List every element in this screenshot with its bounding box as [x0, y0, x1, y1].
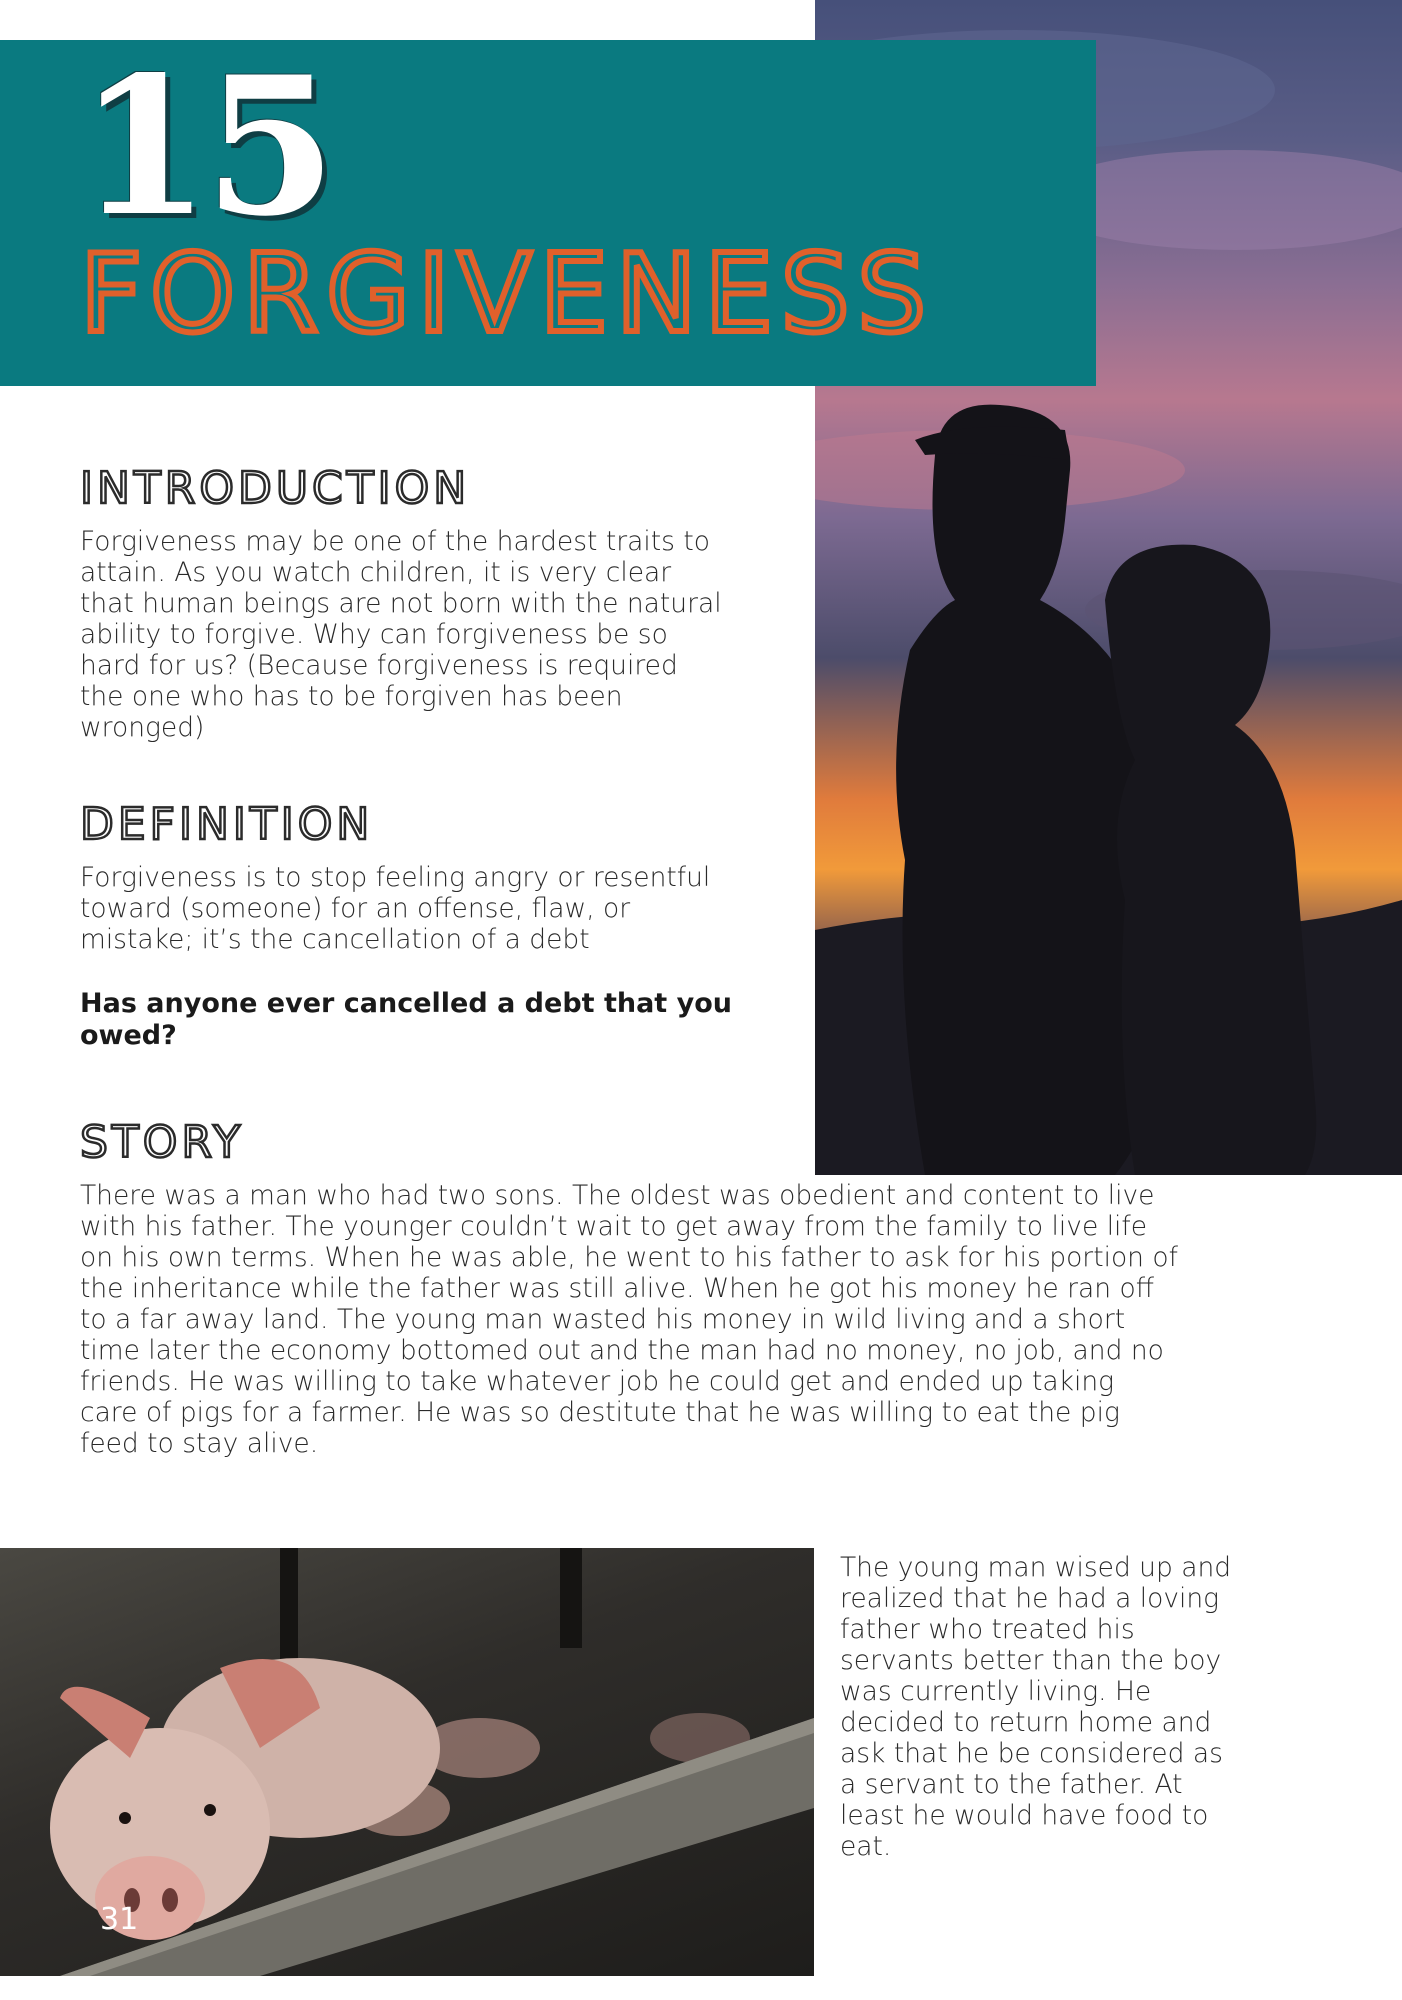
- chapter-title: FORGIVENESS: [80, 232, 934, 357]
- introduction-line: attain. As you watch children, it is very clear: [80, 557, 672, 588]
- story-continued-line: ask that he be considered as: [840, 1738, 1223, 1769]
- introduction-line: wronged): [80, 712, 205, 743]
- story-continued-line: least he would have food to: [840, 1800, 1209, 1831]
- story-line: time later the economy bottomed out and the man had no money, no job, and no: [80, 1335, 1164, 1366]
- definition-heading: DEFINITION: [80, 799, 374, 850]
- story-line: friends. He was willing to take whatever job he could get and ended up taking: [80, 1366, 1115, 1397]
- story-line: to a far away land. The young man wasted his money in wild living and a short: [80, 1304, 1126, 1335]
- story-continued-line: realized that he had a loving: [840, 1583, 1220, 1614]
- definition-line: toward (someone) for an offense, flaw, or: [80, 893, 631, 924]
- question-line: owed?: [80, 1020, 177, 1051]
- story-continued-line: The young man wised up and: [840, 1552, 1232, 1583]
- definition-text: [80, 862, 710, 955]
- introduction-line: that human beings are not born with the natural: [80, 588, 722, 619]
- definition-line: Forgiveness is to stop feeling angry or resentful: [80, 862, 711, 893]
- story-line: on his own terms. When he was able, he went to his father to ask for his portion of: [80, 1242, 1178, 1273]
- story-continued-line: father who treated his: [840, 1614, 1135, 1645]
- story-heading: STORY: [80, 1117, 245, 1168]
- introduction-line: the one who has to be forgiven has been: [80, 681, 623, 712]
- story-line: with his father. The younger couldn’t wait to get away from the family to live life: [80, 1211, 1148, 1242]
- introduction-heading: INTRODUCTION: [80, 463, 471, 514]
- story-continued-line: servants better than the boy: [840, 1645, 1222, 1676]
- story-text: [80, 1180, 1178, 1459]
- introduction-line: Forgiveness may be one of the hardest traits to: [80, 526, 710, 557]
- story-continued-line: was currently living. He: [840, 1676, 1152, 1707]
- introduction-text: [80, 526, 722, 743]
- story-continued-line: a servant to the father. At: [840, 1769, 1183, 1800]
- story-continued-text: [840, 1552, 1231, 1862]
- story-line: care of pigs for a farmer. He was so destitute that he was willing to eat the pig: [80, 1397, 1120, 1428]
- definition-line: mistake; it’s the cancellation of a debt: [80, 924, 590, 955]
- chapter-number: 15: [78, 35, 331, 258]
- definition-question: [80, 988, 732, 1052]
- introduction-line: ability to forgive. Why can forgiveness be so: [80, 619, 668, 650]
- story-continued-line: eat.: [840, 1831, 892, 1862]
- story-line: There was a man who had two sons. The oldest was obedient and content to live: [80, 1180, 1155, 1211]
- question-line: Has anyone ever cancelled a debt that you: [80, 988, 732, 1019]
- page-number: 31: [100, 1902, 139, 1937]
- introduction-line: hard for us? (Because forgiveness is required: [80, 650, 678, 681]
- story-line: the inheritance while the father was still alive. When he got his money he ran off: [80, 1273, 1154, 1304]
- story-line: feed to stay alive.: [80, 1428, 319, 1459]
- story-continued-line: decided to return home and: [840, 1707, 1212, 1738]
